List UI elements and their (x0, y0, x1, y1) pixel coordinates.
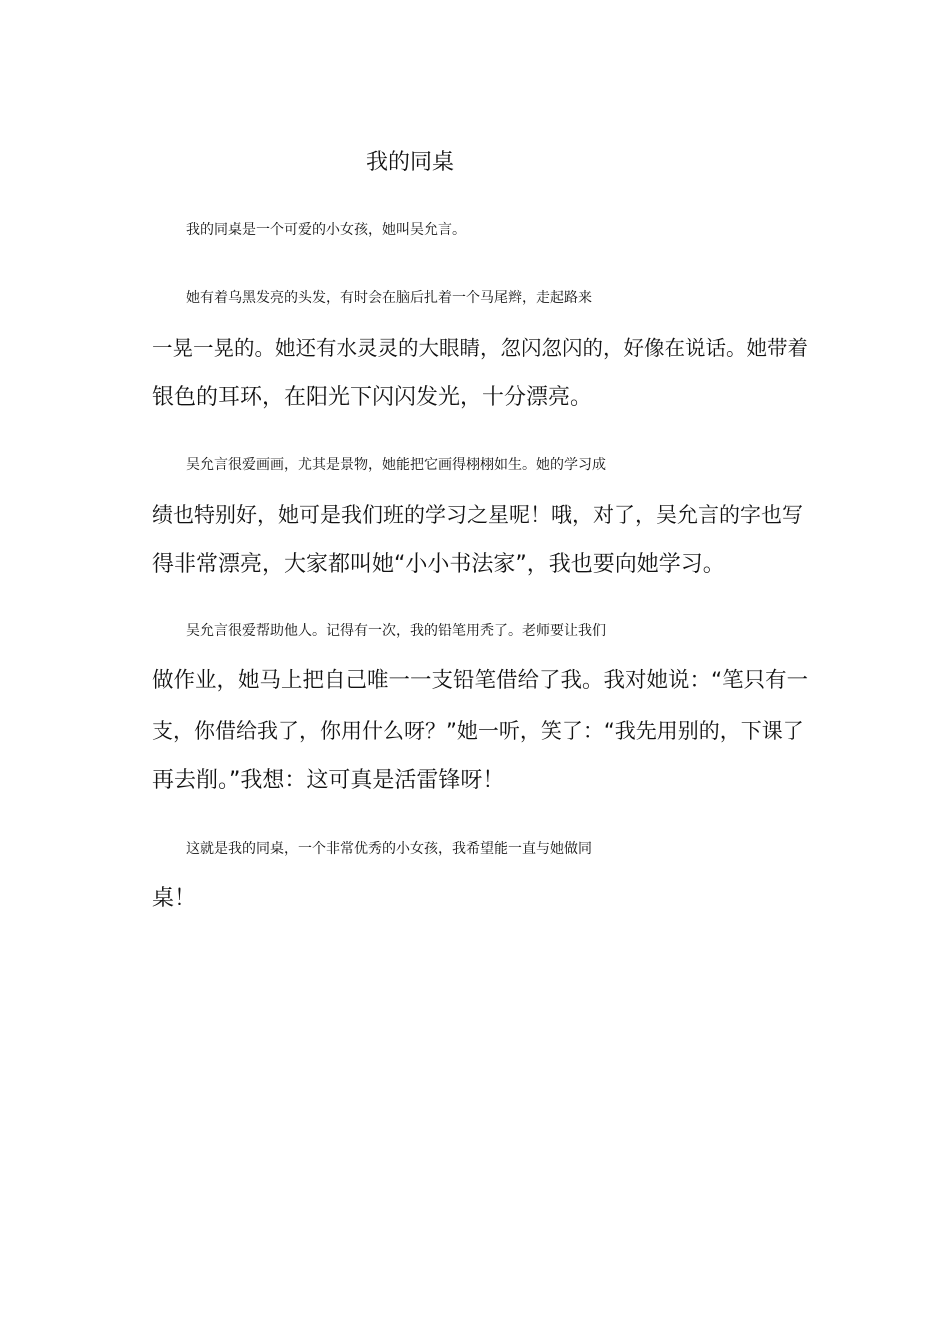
paragraph-line: 我的同桌是一个可爱的小女孩，她叫吴允言。 (186, 222, 466, 238)
paragraph-line: 这就是我的同桌，一个非常优秀的小女孩，我希望能一直与她做同 (186, 841, 592, 857)
paragraph-line: 再去削。”我想：这可真是活雷锋呀！ (152, 768, 505, 793)
paragraph-line: 一晃一晃的。她还有水灵灵的大眼睛，忽闪忽闪的，好像在说话。她带着 (152, 336, 808, 360)
paragraph-line: 吴允言很爱帮助他人。记得有一次，我的铅笔用秃了。老师要让我们 (186, 623, 606, 639)
paragraph-3 (152, 440, 810, 590)
paragraph-2 (152, 273, 810, 423)
paragraph-line: 桌！ (152, 886, 197, 911)
paragraph-line: 做作业，她马上把自己唯一一支铅笔借给了我。我对她说：“笔只有一 (152, 668, 809, 693)
paragraph-line: 她有着乌黑发亮的头发，有时会在脑后扎着一个马尾辫，走起路来 (186, 290, 592, 306)
paragraph-5 (152, 824, 810, 924)
paragraph-1 (152, 205, 810, 255)
paragraph-line: 支，你借给我了，你用什么呀？”她一听，笑了：“我先用别的，下课了 (152, 719, 804, 743)
paragraph-line: 得非常漂亮，大家都叫她“小小书法家”，我也要向她学习。 (152, 552, 725, 577)
paragraph-4 (152, 606, 810, 806)
paragraph-line: 银色的耳环，在阳光下闪闪发光，十分漂亮。 (152, 385, 593, 410)
paragraph-line: 绩也特别好，她可是我们班的学习之星呢！哦，对了，吴允言的字也写 (152, 503, 803, 527)
document-title: 我的同桌 (365, 150, 454, 175)
paragraph-line: 吴允言很爱画画，尤其是景物，她能把它画得栩栩如生。她的学习成 (186, 457, 606, 473)
